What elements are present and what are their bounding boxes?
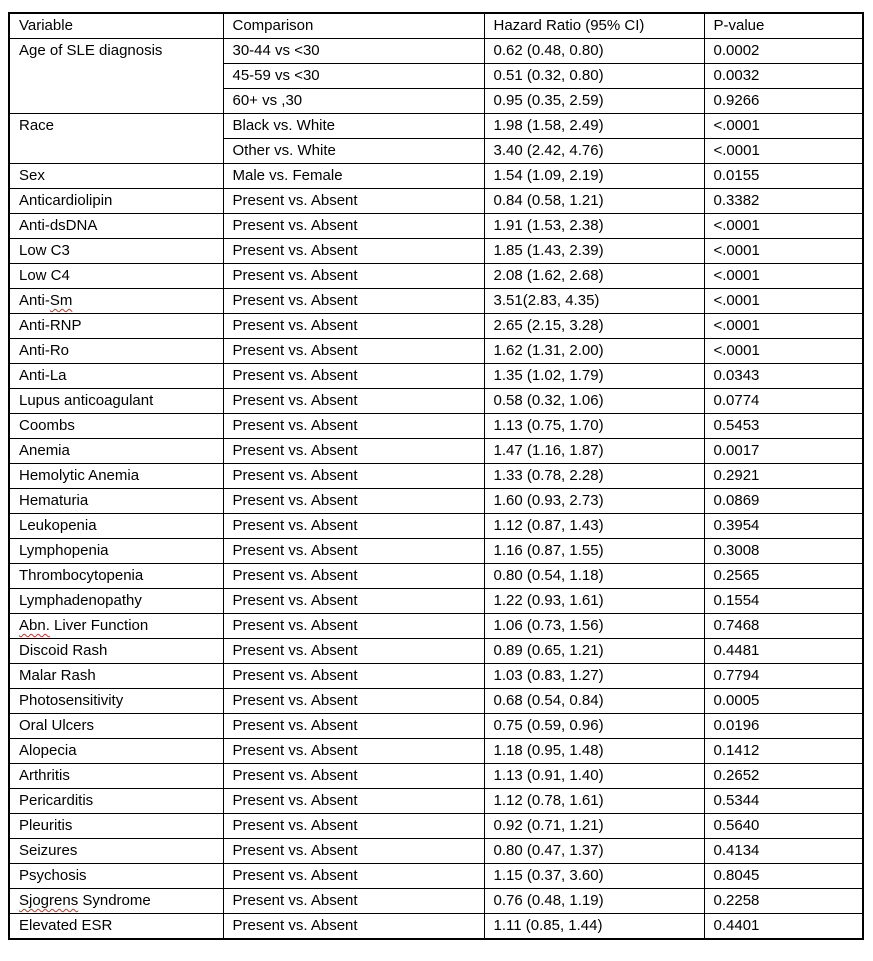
p-value-cell: 0.4134 — [704, 839, 863, 864]
variable-cell: Hematuria — [9, 489, 223, 514]
variable-cell: Anticardiolipin — [9, 189, 223, 214]
variable-cell: Photosensitivity — [9, 689, 223, 714]
p-value-cell: 0.8045 — [704, 864, 863, 889]
hazard-ratio-cell: 0.62 (0.48, 0.80) — [484, 39, 704, 64]
hazard-ratio-cell: 1.13 (0.75, 1.70) — [484, 414, 704, 439]
p-value-cell: 0.4401 — [704, 914, 863, 940]
hazard-ratio-cell: 1.18 (0.95, 1.48) — [484, 739, 704, 764]
comparison-cell: Present vs. Absent — [223, 864, 484, 889]
p-value-cell: <.0001 — [704, 114, 863, 139]
hazard-ratio-cell: 0.80 (0.54, 1.18) — [484, 564, 704, 589]
variable-cell: Elevated ESR — [9, 914, 223, 940]
comparison-cell: Present vs. Absent — [223, 289, 484, 314]
variable-cell: Lymphadenopathy — [9, 589, 223, 614]
table-row — [9, 364, 863, 389]
p-value-cell: 0.0774 — [704, 389, 863, 414]
p-value-cell: <.0001 — [704, 239, 863, 264]
p-value-cell: <.0001 — [704, 314, 863, 339]
table-row — [9, 914, 863, 940]
col-header-comparison: Comparison — [223, 13, 484, 39]
comparison-cell: Present vs. Absent — [223, 364, 484, 389]
variable-cell: Arthritis — [9, 764, 223, 789]
hazard-ratio-cell: 1.60 (0.93, 2.73) — [484, 489, 704, 514]
comparison-cell: Male vs. Female — [223, 164, 484, 189]
spellcheck-squiggle: Sm — [49, 292, 73, 309]
hazard-ratio-cell: 1.16 (0.87, 1.55) — [484, 539, 704, 564]
comparison-cell: Present vs. Absent — [223, 639, 484, 664]
table-row — [9, 289, 863, 314]
hazard-ratio-cell: 0.58 (0.32, 1.06) — [484, 389, 704, 414]
comparison-cell: 30-44 vs <30 — [223, 39, 484, 64]
table-row — [9, 264, 863, 289]
p-value-cell: 0.3382 — [704, 189, 863, 214]
variable-cell: Race — [9, 114, 223, 164]
p-value-cell: 0.0155 — [704, 164, 863, 189]
comparison-cell: Present vs. Absent — [223, 314, 484, 339]
variable-cell: Leukopenia — [9, 514, 223, 539]
variable-cell: Malar Rash — [9, 664, 223, 689]
hazard-ratio-cell: 0.76 (0.48, 1.19) — [484, 889, 704, 914]
comparison-cell: Present vs. Absent — [223, 789, 484, 814]
p-value-cell: 0.0032 — [704, 64, 863, 89]
table-row — [9, 564, 863, 589]
table-row — [9, 789, 863, 814]
p-value-cell: 0.0343 — [704, 364, 863, 389]
table-row — [9, 114, 863, 139]
comparison-cell: Present vs. Absent — [223, 764, 484, 789]
p-value-cell: <.0001 — [704, 139, 863, 164]
hazard-ratio-cell: 1.98 (1.58, 2.49) — [484, 114, 704, 139]
variable-cell: Thrombocytopenia — [9, 564, 223, 589]
variable-cell: Pleuritis — [9, 814, 223, 839]
variable-cell: Low C4 — [9, 264, 223, 289]
variable-cell: Psychosis — [9, 864, 223, 889]
comparison-cell: Present vs. Absent — [223, 564, 484, 589]
p-value-cell: 0.3008 — [704, 539, 863, 564]
table-row — [9, 589, 863, 614]
col-header-variable: Variable — [9, 13, 223, 39]
table-row — [9, 389, 863, 414]
comparison-cell: Present vs. Absent — [223, 614, 484, 639]
hazard-ratio-cell: 2.08 (1.62, 2.68) — [484, 264, 704, 289]
results-table — [8, 12, 864, 940]
p-value-cell: 0.5640 — [704, 814, 863, 839]
table-row — [9, 539, 863, 564]
p-value-cell: 0.9266 — [704, 89, 863, 114]
hazard-ratio-cell: 0.84 (0.58, 1.21) — [484, 189, 704, 214]
p-value-cell: 0.0005 — [704, 689, 863, 714]
hazard-ratio-cell: 1.06 (0.73, 1.56) — [484, 614, 704, 639]
table-row — [9, 639, 863, 664]
table-body — [9, 39, 863, 940]
table-row — [9, 214, 863, 239]
col-header-p-value: P-value — [704, 13, 863, 39]
p-value-cell: 0.2565 — [704, 564, 863, 589]
hazard-ratio-cell: 1.12 (0.87, 1.43) — [484, 514, 704, 539]
comparison-cell: Present vs. Absent — [223, 489, 484, 514]
table-row — [9, 314, 863, 339]
p-value-cell: 0.5344 — [704, 789, 863, 814]
hazard-ratio-cell: 2.65 (2.15, 3.28) — [484, 314, 704, 339]
table-row — [9, 839, 863, 864]
variable-cell: Anti-Ro — [9, 339, 223, 364]
hazard-ratio-cell: 1.62 (1.31, 2.00) — [484, 339, 704, 364]
variable-cell: Oral Ulcers — [9, 714, 223, 739]
variable-cell: Sex — [9, 164, 223, 189]
col-header-hazard-ratio: Hazard Ratio (95% CI) — [484, 13, 704, 39]
comparison-cell: Black vs. White — [223, 114, 484, 139]
table-row — [9, 489, 863, 514]
variable-cell: Discoid Rash — [9, 639, 223, 664]
p-value-cell: 0.1554 — [704, 589, 863, 614]
variable-cell: Lymphopenia — [9, 539, 223, 564]
p-value-cell: 0.2652 — [704, 764, 863, 789]
hazard-ratio-cell: 1.15 (0.37, 3.60) — [484, 864, 704, 889]
hazard-ratio-cell: 1.54 (1.09, 2.19) — [484, 164, 704, 189]
comparison-cell: Present vs. Absent — [223, 814, 484, 839]
comparison-cell: Present vs. Absent — [223, 339, 484, 364]
hazard-ratio-cell: 1.12 (0.78, 1.61) — [484, 789, 704, 814]
table-row — [9, 189, 863, 214]
variable-cell: Sjogrens Syndrome — [9, 889, 223, 914]
comparison-cell: Present vs. Absent — [223, 414, 484, 439]
table-row — [9, 414, 863, 439]
comparison-cell: Present vs. Absent — [223, 889, 484, 914]
hazard-ratio-cell: 0.75 (0.59, 0.96) — [484, 714, 704, 739]
comparison-cell: Present vs. Absent — [223, 464, 484, 489]
hazard-ratio-cell: 1.85 (1.43, 2.39) — [484, 239, 704, 264]
variable-cell: Abn. Liver Function — [9, 614, 223, 639]
variable-cell: Anemia — [9, 439, 223, 464]
variable-cell: Coombs — [9, 414, 223, 439]
hazard-ratio-cell: 3.40 (2.42, 4.76) — [484, 139, 704, 164]
p-value-cell: 0.0017 — [704, 439, 863, 464]
table-row — [9, 514, 863, 539]
spellcheck-squiggle: Sjogrens — [19, 892, 79, 909]
p-value-cell: 0.3954 — [704, 514, 863, 539]
p-value-cell: 0.0002 — [704, 39, 863, 64]
comparison-cell: Present vs. Absent — [223, 739, 484, 764]
hazard-ratio-cell: 1.91 (1.53, 2.38) — [484, 214, 704, 239]
hazard-ratio-cell: 0.89 (0.65, 1.21) — [484, 639, 704, 664]
hazard-ratio-cell: 0.68 (0.54, 0.84) — [484, 689, 704, 714]
comparison-cell: Present vs. Absent — [223, 239, 484, 264]
comparison-cell: Present vs. Absent — [223, 439, 484, 464]
table-row — [9, 739, 863, 764]
comparison-cell: 45-59 vs <30 — [223, 64, 484, 89]
variable-cell: Hemolytic Anemia — [9, 464, 223, 489]
p-value-cell: 0.4481 — [704, 639, 863, 664]
table-row — [9, 339, 863, 364]
table-row — [9, 464, 863, 489]
comparison-cell: Present vs. Absent — [223, 514, 484, 539]
variable-cell: Seizures — [9, 839, 223, 864]
p-value-cell: 0.7794 — [704, 664, 863, 689]
p-value-cell: 0.5453 — [704, 414, 863, 439]
comparison-cell: Present vs. Absent — [223, 189, 484, 214]
table-row — [9, 714, 863, 739]
p-value-cell: 0.7468 — [704, 614, 863, 639]
table-row — [9, 239, 863, 264]
comparison-cell: Present vs. Absent — [223, 914, 484, 940]
variable-cell: Anti-La — [9, 364, 223, 389]
table-row — [9, 164, 863, 189]
spellcheck-squiggle: Abn. — [19, 617, 50, 634]
hazard-ratio-cell: 0.51 (0.32, 0.80) — [484, 64, 704, 89]
comparison-cell: Other vs. White — [223, 139, 484, 164]
hazard-ratio-cell: 1.03 (0.83, 1.27) — [484, 664, 704, 689]
p-value-cell: <.0001 — [704, 339, 863, 364]
table-row — [9, 864, 863, 889]
p-value-cell: <.0001 — [704, 264, 863, 289]
table-row — [9, 664, 863, 689]
comparison-cell: Present vs. Absent — [223, 264, 484, 289]
hazard-ratio-cell: 1.47 (1.16, 1.87) — [484, 439, 704, 464]
variable-cell: Low C3 — [9, 239, 223, 264]
table-row — [9, 689, 863, 714]
comparison-cell: Present vs. Absent — [223, 389, 484, 414]
comparison-cell: Present vs. Absent — [223, 714, 484, 739]
comparison-cell: Present vs. Absent — [223, 589, 484, 614]
p-value-cell: 0.2258 — [704, 889, 863, 914]
p-value-cell: 0.0869 — [704, 489, 863, 514]
comparison-cell: Present vs. Absent — [223, 839, 484, 864]
comparison-cell: Present vs. Absent — [223, 214, 484, 239]
header-row — [9, 13, 863, 39]
variable-cell: Pericarditis — [9, 789, 223, 814]
hazard-ratio-cell: 0.92 (0.71, 1.21) — [484, 814, 704, 839]
hazard-ratio-cell: 0.80 (0.47, 1.37) — [484, 839, 704, 864]
variable-cell: Anti-Sm — [9, 289, 223, 314]
comparison-cell: Present vs. Absent — [223, 539, 484, 564]
p-value-cell: 0.2921 — [704, 464, 863, 489]
variable-cell: Anti-RNP — [9, 314, 223, 339]
hazard-ratio-cell: 0.95 (0.35, 2.59) — [484, 89, 704, 114]
comparison-cell: 60+ vs ,30 — [223, 89, 484, 114]
table-row — [9, 439, 863, 464]
p-value-cell: 0.1412 — [704, 739, 863, 764]
hazard-ratio-cell: 1.13 (0.91, 1.40) — [484, 764, 704, 789]
hazard-ratio-cell: 1.22 (0.93, 1.61) — [484, 589, 704, 614]
hazard-ratio-cell: 1.35 (1.02, 1.79) — [484, 364, 704, 389]
table-row — [9, 814, 863, 839]
hazard-ratio-cell: 1.33 (0.78, 2.28) — [484, 464, 704, 489]
hazard-ratio-cell: 1.11 (0.85, 1.44) — [484, 914, 704, 940]
table-row — [9, 764, 863, 789]
comparison-cell: Present vs. Absent — [223, 664, 484, 689]
table-row — [9, 889, 863, 914]
hazard-ratio-cell: 3.51(2.83, 4.35) — [484, 289, 704, 314]
p-value-cell: 0.0196 — [704, 714, 863, 739]
p-value-cell: <.0001 — [704, 214, 863, 239]
variable-cell: Age of SLE diagnosis — [9, 39, 223, 114]
comparison-cell: Present vs. Absent — [223, 689, 484, 714]
variable-cell: Anti-dsDNA — [9, 214, 223, 239]
table-row — [9, 614, 863, 639]
variable-cell: Alopecia — [9, 739, 223, 764]
table-row — [9, 39, 863, 64]
variable-cell: Lupus anticoagulant — [9, 389, 223, 414]
p-value-cell: <.0001 — [704, 289, 863, 314]
